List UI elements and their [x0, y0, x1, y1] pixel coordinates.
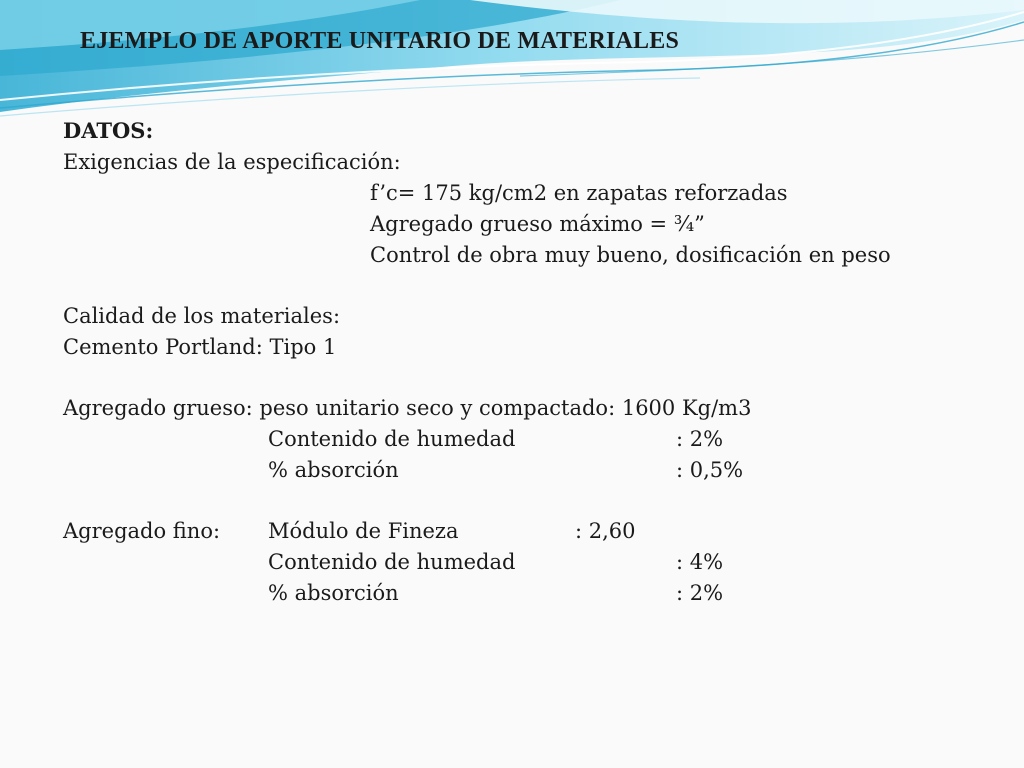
calidad-label: Calidad de los materiales:	[63, 304, 341, 328]
fino-modulo-name: Módulo de Fineza	[268, 519, 459, 543]
fino-modulo-value: : 2,60	[575, 519, 636, 543]
exigencia-item: Agregado grueso máximo = ¾”	[370, 212, 705, 236]
cemento-line: Cemento Portland: Tipo 1	[63, 335, 337, 359]
fino-row-value: : 4%	[676, 550, 724, 574]
fino-row-value: : 2%	[676, 581, 724, 605]
slide-title: EJEMPLO DE APORTE UNITARIO DE MATERIALES	[80, 28, 680, 54]
fino-row-name: % absorción	[268, 581, 399, 605]
grueso-row-name: % absorción	[268, 458, 399, 482]
grueso-row-value: : 2%	[676, 427, 724, 451]
datos-heading: DATOS:	[63, 118, 154, 143]
agregado-fino-label: Agregado fino:	[63, 519, 221, 543]
exigencia-item: Control de obra muy bueno, dosificación en peso	[370, 243, 891, 267]
exigencias-label: Exigencias de la especificación:	[63, 150, 401, 174]
grueso-row-name: Contenido de humedad	[268, 427, 516, 451]
agregado-grueso-heading: Agregado grueso: peso unitario seco y compactado: 1600 Kg/m3	[63, 396, 752, 420]
fino-row-name: Contenido de humedad	[268, 550, 516, 574]
grueso-row-value: : 0,5%	[676, 458, 744, 482]
exigencia-item: f’c= 175 kg/cm2 en zapatas reforzadas	[370, 181, 788, 205]
